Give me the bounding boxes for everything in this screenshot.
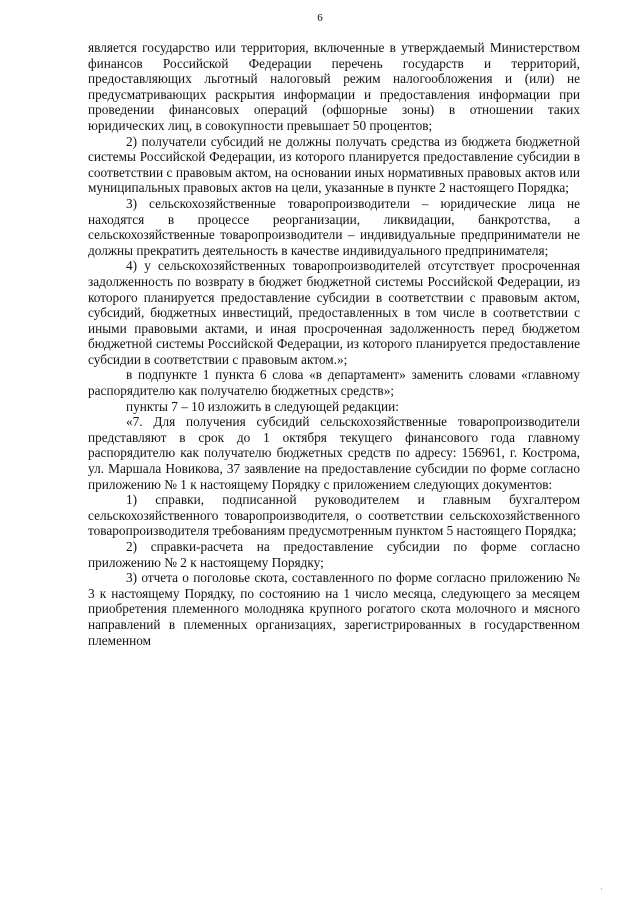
paragraph-doc-1: 1) справки, подписанной руководителем и главным бухгалтером сельскохозяйственного товаропроизводителя, о соответствии сельскохозяйственного товаропроизводителя требованиям предусмотренным пунктом 5 настоящего Порядка;: [88, 492, 580, 539]
paragraph-amendment-points-7-10: пункты 7 – 10 изложить в следующей редакции:: [126, 398, 399, 414]
paragraph-amendment-point-6: в подпункте 1 пункта 6 слова «в департамент» заменить словами «главному распорядителю как получателю бюджетных средств»;: [88, 367, 580, 399]
paragraph-item-4: 4) у сельскохозяйственных товаропроизводителей отсутствует просроченная задолженность по возврату в бюджет бюджетной системы Российской Федерации, из которого планируется предоставление субсидии в соответствии с правовым актом, субсидий, бюджетных инвестиций, предоставленных в том числе в соответствии с иными правовыми актами, и иная просроченная задолженность перед бюджетом бюджетной системы Российской Федерации, из которого планируется предоставление субсидии в соответствии с правовым актом.»;: [88, 258, 580, 367]
scan-speck: ·: [600, 884, 603, 894]
paragraph-item-3: 3) сельскохозяйственные товаропроизводители – юридические лица не находятся в процессе реорганизации, ликвидации, банкротства, а сельскохозяйственные товаропроизводители – индивидуальные предприниматели не должны прекратить деятельность в качестве индивидуального предпринимателя;: [88, 195, 580, 258]
paragraph-offshore-continuation: является государство или территория, включенные в утверждаемый Министерством финансов Российской Федерации перечень государств и территорий, предоставляющих льготный налоговый режим налогообложения и (или) не предусматривающих раскрытия информации и предоставления информации при проведении финансовых операций (офшорные зоны) в отношении таких юридических лиц, в совокупности превышает 50 процентов;: [88, 40, 580, 133]
paragraph-item-2: 2) получатели субсидий не должны получать средства из бюджета бюджетной системы Российской Федерации, из которого планируется предоставление субсидии в соответствии с правовым актом, на основании иных нормативных правовых актов или муниципальных правовых актов на цели, указанные в пункте 2 настоящего Порядка;: [88, 133, 580, 196]
paragraph-point-7: «7. Для получения субсидий сельскохозяйственные товаропроизводители представляют в срок до 1 октября текущего финансового года главному распорядителю как получателю бюджетных средств по адресу: 156961, г. Кострома, ул. Маршала Новикова, 37 заявление на предоставление субсидии по форме согласно приложению № 1 к настоящему Порядку с приложением следующих документов:: [88, 414, 580, 492]
document-body: [88, 40, 580, 648]
paragraph-doc-2: 2) справки-расчета на предоставление субсидии по форме согласно приложению № 2 к настоящему Порядку;: [88, 539, 580, 570]
page-number: 6: [317, 12, 323, 24]
paragraph-doc-3: 3) отчета о поголовье скота, составленного по форме согласно приложению № 3 к настоящему Порядку, по состоянию на 1 число месяца, следующего за месяцем приобретения племенного молодняка крупного рогатого скота молочного и мясного направлений в племенных организациях, зарегистрированных в государственном племенном: [88, 570, 580, 648]
